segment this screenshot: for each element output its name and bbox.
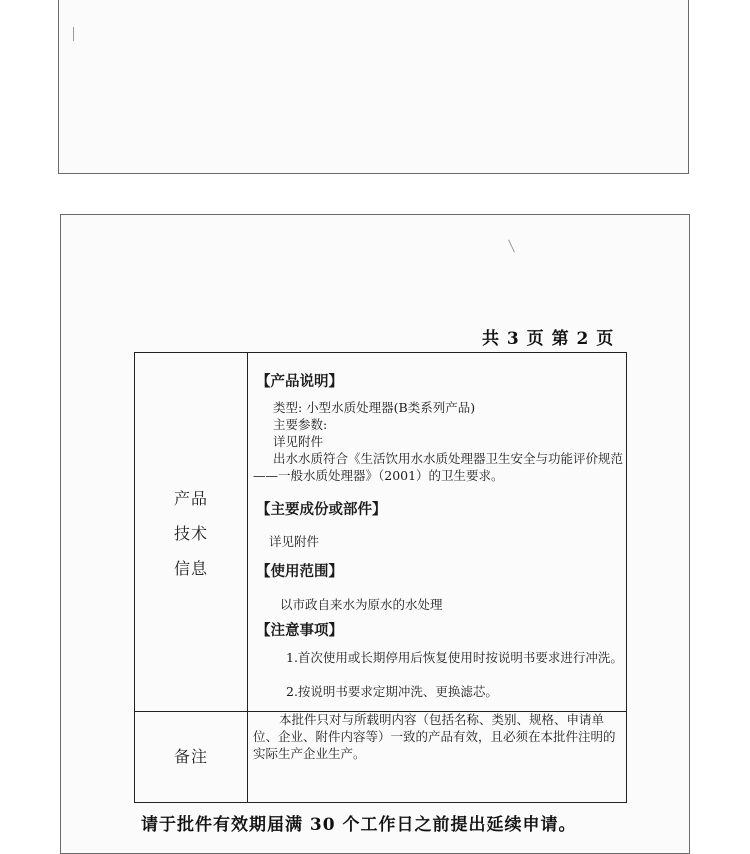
heading-product-description: 【产品说明】 (256, 373, 343, 390)
scan-speck (508, 239, 515, 252)
main-params-value: 详见附件 (273, 434, 324, 449)
precaution-item-1: 1.首次使用或长期停用后恢复使用时按说明书要求进行冲洗。 (286, 650, 623, 665)
row-label-line: 产品 (173, 489, 208, 508)
heading-precautions: 【注意事项】 (256, 622, 343, 639)
product-type: 类型: 小型水质处理器(B类系列产品) (273, 400, 476, 415)
table-column-divider (247, 353, 248, 802)
scope-text: 以市政自来水为原水的水处理 (280, 597, 443, 612)
product-info-table (134, 352, 627, 803)
previous-page-fragment (58, 0, 689, 174)
row-label-line: 技术 (173, 524, 208, 543)
row-label-line: 信息 (173, 559, 208, 578)
remarks-text: 本批件只对与所载明内容（包括名称、类别、规格、申请单位、企业、附件内容等）一致的产品有效，且必须在本批件注明的实际生产企业生产。 (253, 712, 616, 761)
row-label-remarks: 备注 (173, 747, 208, 766)
scan-speck (73, 27, 74, 41)
page-number: 共 3 页 第 2 页 (482, 329, 615, 349)
components-text: 详见附件 (269, 534, 320, 549)
heading-scope-of-use: 【使用范围】 (256, 563, 343, 580)
precaution-item-2: 2.按说明书要求定期冲洗、更换滤芯。 (286, 684, 498, 699)
heading-main-components: 【主要成份或部件】 (256, 501, 387, 518)
renewal-notice: 请于批件有效期届满 30 个工作日之前提出延续申请。 (141, 815, 577, 835)
row-label-product-tech-info (135, 481, 247, 586)
compliance-statement: 出水水质符合《生活饮用水水质处理器卫生安全与功能评价规范——一般水质处理器》（2001）的卫生要求。 (253, 451, 624, 483)
main-params-label: 主要参数: (273, 417, 328, 432)
